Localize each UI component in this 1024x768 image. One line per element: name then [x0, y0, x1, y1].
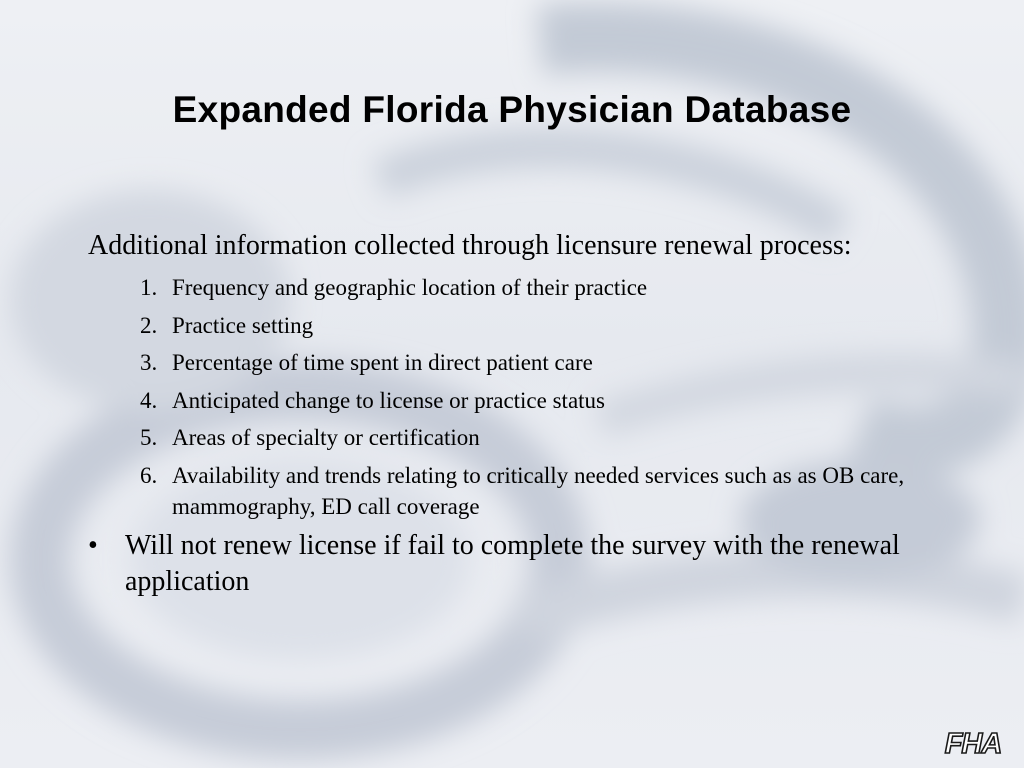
slide-body	[88, 228, 918, 600]
list-item-text: Anticipated change to license or practice status	[172, 387, 605, 413]
list-item	[88, 460, 918, 522]
list-item	[88, 385, 918, 416]
list-item	[88, 272, 918, 303]
list-item-text: Frequency and geographic location of their practice	[172, 275, 648, 300]
slide-title: Expanded Florida Physician Database	[172, 89, 852, 130]
list-item-text: Percentage of time spent in direct patient care	[172, 350, 593, 375]
bullet-symbol: •	[88, 530, 98, 561]
list-number: 1.	[140, 275, 158, 300]
list-item	[88, 347, 918, 378]
bullet-item	[88, 528, 918, 600]
intro-text: Additional information collected through licensure renewal process:	[88, 230, 852, 261]
bullet-text: Will not renew license if fail to complete the survey with the renewal application	[125, 530, 900, 597]
list-item-text: Areas of specialty or certification	[172, 425, 480, 450]
list-item-text: Practice setting	[172, 312, 314, 338]
list-item	[88, 422, 918, 453]
list-number: 6.	[140, 462, 158, 488]
list-number: 4.	[140, 387, 158, 413]
list-item-text: Availability and trends relating to critically needed services such as as OB care, mammography, ED call coverage	[172, 462, 905, 519]
list-item	[88, 310, 918, 341]
numbered-list	[88, 272, 918, 522]
list-number: 3.	[140, 350, 158, 375]
fha-logo	[934, 727, 1012, 757]
list-number: 2.	[140, 312, 158, 338]
logo-text: FHA	[944, 728, 1002, 757]
list-number: 5.	[140, 425, 158, 450]
